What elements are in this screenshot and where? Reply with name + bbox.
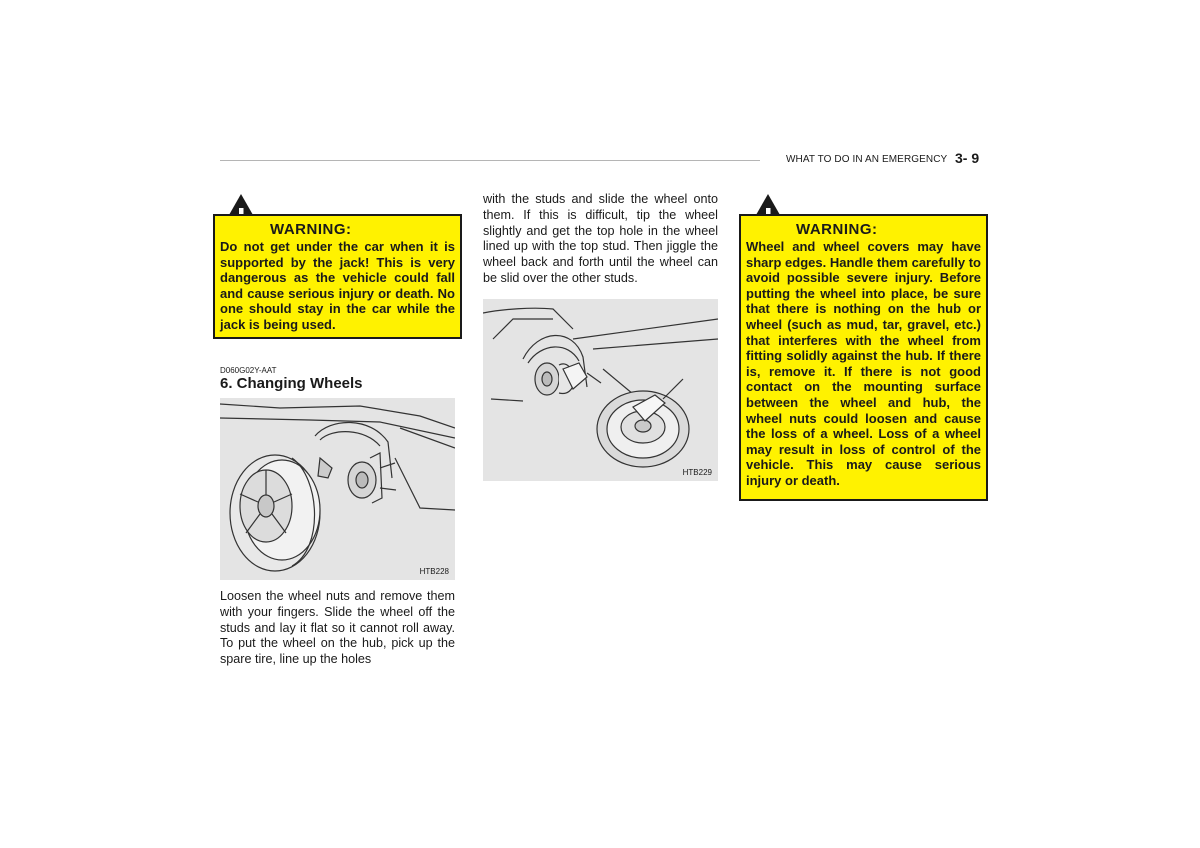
warning-box-jack xyxy=(213,214,462,339)
paragraph-instructions-2: with the studs and slide the wheel onto them. If this is difficult, tip the wheel slightly and get the top hole in the wheel lined up with the top stud. Then jiggle the wheel back and forth until the wheel can be slid over the other studs. xyxy=(483,192,718,285)
warning-title: WARNING: xyxy=(796,221,878,238)
figure-removed-wheel xyxy=(220,398,455,580)
removed-wheel-illustration-icon xyxy=(220,398,455,580)
warning-box-sharp-edges xyxy=(739,214,988,501)
figure-spare-tire xyxy=(483,299,718,481)
spare-tire-illustration-icon xyxy=(483,299,718,481)
page-number: 3- 9 xyxy=(955,150,980,166)
section-heading: 6. Changing Wheels xyxy=(220,375,363,392)
figure-label: HTB229 xyxy=(682,468,712,477)
warning-text: Wheel and wheel covers may have sharp edges. Handle them carefully to avoid possible severe injury. Before putting the wheel into place, be sure that there is nothing on the hub or wheel (such as mud, tar, gravel, etc.) that interferes with the wheel from fitting solidly against the hub. If there is, remove it. If there is not good contact on the mounting surface between the wheel and hub, the wheel nuts could loosen and cause the loss of a wheel. Loss of a wheel may result in loss of control of the vehicle. This may cause serious injury or death. xyxy=(746,239,981,488)
warning-text: Do not get under the car when it is supported by the jack! This is very dangerous as the vehicle could fall and cause serious injury or death. No one should stay in the car while the jack is being used. xyxy=(220,239,455,332)
header-rule xyxy=(220,160,760,161)
figure-label: HTB228 xyxy=(419,567,449,576)
section-code: D060G02Y-AAT xyxy=(220,366,277,375)
warning-title: WARNING: xyxy=(270,221,352,238)
section-title: WHAT TO DO IN AN EMERGENCY xyxy=(786,154,948,165)
paragraph-instructions-1: Loosen the wheel nuts and remove them with your fingers. Slide the wheel off the studs and lay it flat so it cannot roll away. To put the wheel on the hub, pick up the spare tire, line up the holes xyxy=(220,589,455,667)
